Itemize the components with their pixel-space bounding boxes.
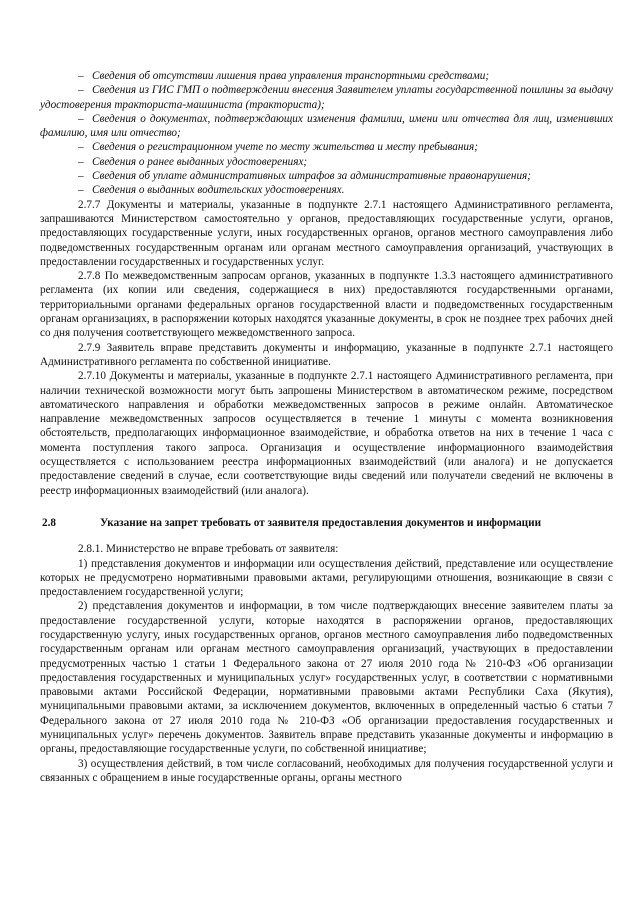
paragraph-2-7-9: 2.7.9 Заявитель вправе представить документы и информацию, указанные в подпункте 2.7.1 настоящего Административного регламента по собственной инициативе. bbox=[40, 341, 613, 368]
dash-bullet: – bbox=[78, 84, 84, 97]
list-item bbox=[40, 155, 613, 169]
list-item-text: Сведения о регистрационном учете по месту жительства и месту пребывания; bbox=[92, 141, 478, 154]
list-item-text: Сведения об уплате административных штрафов за административные правонарушения; bbox=[92, 170, 531, 183]
dash-bullet: – bbox=[78, 141, 84, 154]
section-number: 2.8 bbox=[42, 516, 56, 529]
section-title: Указание на запрет требовать от заявителя предоставления документов и информации bbox=[100, 516, 542, 529]
list-item-text: Сведения о документах, подтверждающих изменения фамилии, имени или отчества для лиц, изменивших фамилию, имя или отчество; bbox=[40, 112, 613, 140]
list-item bbox=[40, 112, 613, 141]
dash-bullet: – bbox=[78, 155, 84, 168]
list-item bbox=[40, 183, 613, 197]
section-heading bbox=[40, 516, 613, 530]
paragraph-item-1: 1) представления документов и информации или осуществления действий, представление или осуществление которых не предусмотрено нормативными правовыми актами, регулирующими отношения, возникающие в связи с предоставлением государственной услуги; bbox=[40, 557, 613, 599]
list-item-text: Сведения о выданных водительских удостоверениях. bbox=[92, 184, 345, 197]
paragraph-item-2: 2) представления документов и информации, в том числе подтверждающих внесение заявителем платы за предоставление государственной услуги, которые находятся в распоряжении органов, предоставляющих государственную услугу, иных государственных органов, органов местного самоуправления либо подведомственных государственным органам или органам местного самоуправления организаций, участвующих в предоставлении предусмотренных частью 1 статьи 1 Федерального закона от 27 июля 2010 года № 210-ФЗ «Об организации предоставления государственных и муниципальных услуг» государственных услуг, в соответствии с нормативными правовыми актами Российской Федерации, нормативными правовыми актами Республики Саха (Якутия), муниципальными правовыми актами, за исключением документов, включенных в определенный частью 6 статьи 7 Федерального закона от 27 июля 2010 года № 210-ФЗ «Об организации предоставления государственных и муниципальных услуг» перечень документов. Заявитель вправе представить указанные документы и информацию в органы, предоставляющие государственные услуги, по собственной инициативе; bbox=[40, 600, 613, 756]
paragraph-item-3: 3) осуществления действий, в том числе согласований, необходимых для получения государственной услуги и связанных с обращением в иные государственные органы, органы местного bbox=[40, 757, 613, 784]
list-item bbox=[40, 69, 613, 83]
paragraph-2-7-10: 2.7.10 Документы и материалы, указанные в подпункте 2.7.1 настоящего Административного регламента, при наличии технической возможности могут быть запрошены Министерством в автоматическом режиме, посредством автоматического направления и обработки межведомственных запросов в режиме онлайн. Автоматическое направление межведомственных запросов осуществляется в течение 1 минуты с момента возникновения обстоятельств, предполагающих информационное взаимодействие, и обработка ответов на них в течение 1 часа с момента поступления такого запроса. Организация и осуществление информационного взаимодействия осуществляется с использованием реестра информационных взаимодействий (или аналога) и не допускается предоставление сведений в случае, если соответствующие виды сведений или получатели сведений не включены в реестр информационных взаимодействий (или аналога). bbox=[40, 370, 613, 497]
paragraph-2-8-1: 2.8.1. Министерство не вправе требовать от заявителя: bbox=[78, 543, 339, 556]
paragraph-2-7-8: 2.7.8 По межведомственным запросам органов, указанных в подпункте 1.3.3 настоящего административного регламента (их копии или сведения, содержащиеся в них) предоставляются государственными органами, территориальными органами федеральных органов государственной власти и подведомственных государственным органам организациях, в распоряжении которых находятся указанные документы, в срок не позднее трех рабочих дней со дня получения соответствующего межведомственного запроса. bbox=[40, 270, 613, 340]
list-item bbox=[40, 140, 613, 154]
dash-bullet: – bbox=[78, 70, 84, 82]
dash-bullet: – bbox=[78, 170, 84, 183]
list-item-text: Сведения об отсутствии лишения права управления транспортными средствами; bbox=[92, 70, 490, 82]
document-page bbox=[40, 69, 613, 785]
dash-bullet: – bbox=[78, 184, 84, 197]
list-item-text: Сведения из ГИС ГМП о подтверждении внесения Заявителем уплаты государственной пошлины за выдачу удостоверения тракториста-машиниста (тракториста); bbox=[40, 84, 613, 111]
list-item-text: Сведения о ранее выданных удостоверениях; bbox=[92, 155, 308, 168]
list-item bbox=[40, 169, 613, 183]
paragraph-2-7-7: 2.7.7 Документы и материалы, указанные в подпункте 2.7.1 настоящего Административного регламента, запрашиваются Министерством самостоятельно у органов, предоставляющих государственные услуги, органов, предоставляющих государственные услуги, иных государственных органов, органов местного самоуправления либо подведомственных государственным органам или органам местного самоуправления организаций, участвующих в предоставлении государственных и государственных услуг. bbox=[40, 198, 613, 268]
dash-bullet: – bbox=[78, 112, 84, 125]
list-item bbox=[40, 83, 613, 112]
